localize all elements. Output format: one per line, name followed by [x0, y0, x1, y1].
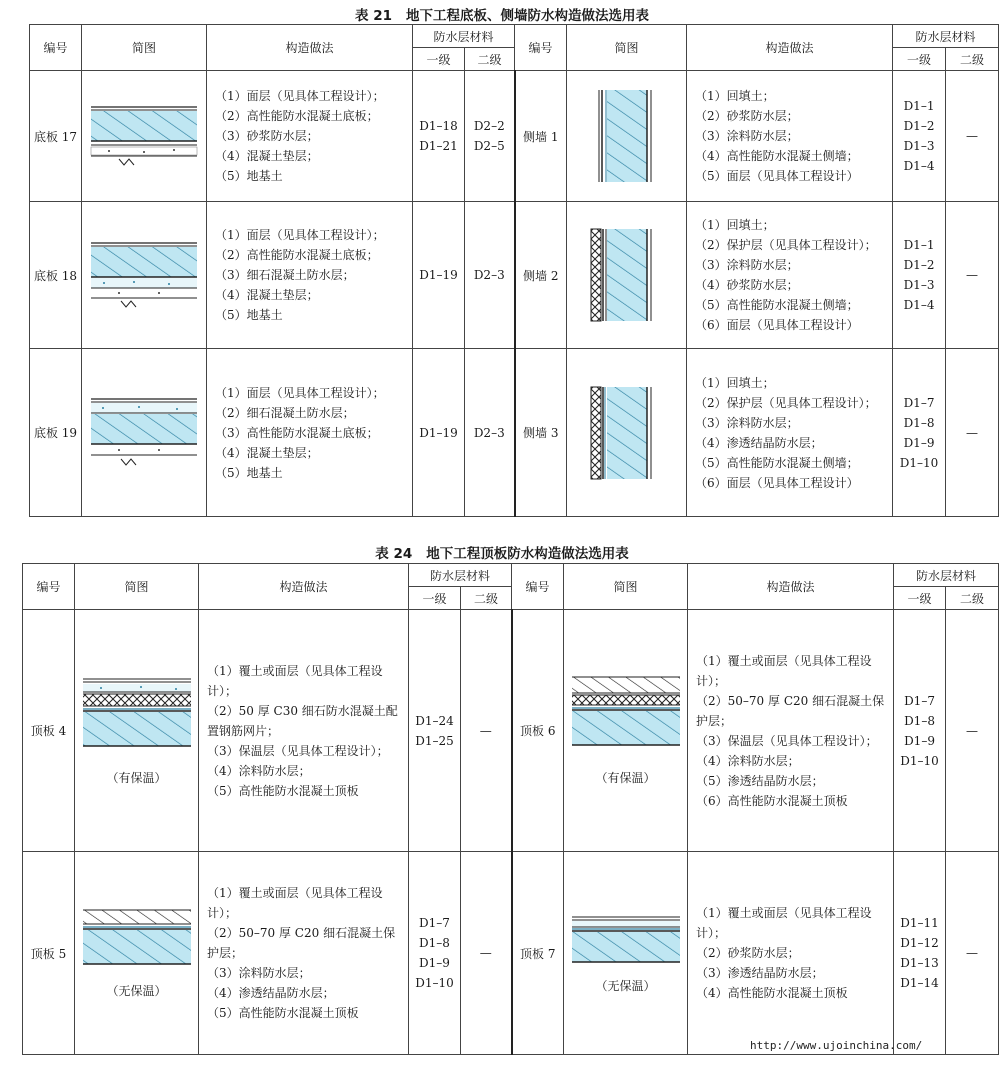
method-list: （1）回填土； （2）保护层（见具体工程设计）； （3）涂料防水层； （4）渗透结晶防水层； （5）高性能防水混凝土侧墙； （6）面层（见具体工程设计）	[687, 349, 893, 517]
header-level2: 二级	[465, 48, 515, 71]
row-id: 顶板 4	[23, 610, 75, 852]
figure-floor-slab	[82, 71, 207, 202]
method-list: （1）覆土或面层（见具体工程设计）； （2）50 厚 C30 细石防水混凝土配置钢筋网片； （3）保温层（见具体工程设计）； （4）涂料防水层； （5）高性能防水混凝土顶板	[199, 610, 409, 852]
header-figure: 简图	[75, 564, 199, 610]
table-row	[30, 202, 999, 349]
row-id: 侧墙 3	[515, 349, 567, 517]
method-list: （1）覆土或面层（见具体工程设计）； （2）50–70 厚 C20 细石混凝土保护层； （3）涂料防水层； （4）渗透结晶防水层； （5）高性能防水混凝土顶板	[199, 852, 409, 1055]
figure-side-wall	[567, 71, 687, 202]
side-wall-diagram	[587, 227, 667, 323]
row-id: 侧墙 2	[515, 202, 567, 349]
level1-materials: D1–7 D1–8 D1–9 D1–10	[409, 852, 461, 1055]
level2-materials: —	[946, 852, 999, 1055]
figure-caption: （无保温）	[595, 978, 656, 993]
table-row	[30, 71, 999, 202]
header-method: 构造做法	[688, 564, 894, 610]
method-list: （1）面层（见具体工程设计）； （2）高性能防水混凝土底板； （3）砂浆防水层； （4）混凝土垫层； （5）地基土	[207, 71, 413, 202]
figure-caption: （有保温）	[106, 771, 167, 785]
header-material: 防水层材料	[894, 564, 999, 587]
header-method: 构造做法	[199, 564, 409, 610]
side-wall-diagram	[587, 385, 667, 481]
header-level1: 一级	[893, 48, 946, 71]
level1-materials: D1–19	[413, 202, 465, 349]
row-id: 底板 19	[30, 349, 82, 517]
roof-slab-diagram	[81, 675, 193, 761]
level1-materials: D1–24 D1–25	[409, 610, 461, 852]
figure-roof-slab	[75, 852, 199, 1055]
level2-materials: —	[946, 610, 999, 852]
figure-side-wall	[567, 349, 687, 517]
method-list: （1）回填土； （2）保护层（见具体工程设计）； （3）涂料防水层； （4）砂浆防水层； （5）高性能防水混凝土侧墙； （6）面层（见具体工程设计）	[687, 202, 893, 349]
level1-materials: D1–7 D1–8 D1–9 D1–10	[893, 349, 946, 517]
watermark-url: http://www.ujoinchina.com/	[750, 1039, 923, 1052]
header-level2: 二级	[461, 587, 512, 610]
row-id: 底板 17	[30, 71, 82, 202]
roof-slab-diagram	[570, 675, 682, 761]
row-id: 顶板 6	[512, 610, 564, 852]
level1-materials: D1–7 D1–8 D1–9 D1–10	[894, 610, 946, 852]
header-figure: 简图	[82, 25, 207, 71]
level1-materials: D1–11 D1–12 D1–13 D1–14	[894, 852, 946, 1055]
header-material: 防水层材料	[413, 25, 515, 48]
header-id: 编号	[512, 564, 564, 610]
level2-materials: —	[461, 852, 512, 1055]
figure-roof-slab	[564, 852, 688, 1055]
row-id: 侧墙 1	[515, 71, 567, 202]
level2-materials: D2–3	[465, 349, 515, 517]
level1-materials: D1–1 D1–2 D1–3 D1–4	[893, 71, 946, 202]
method-list: （1）覆土或面层（见具体工程设计）； （2）50–70 厚 C20 细石混凝土保护层； （3）保温层（见具体工程设计）； （4）涂料防水层； （5）渗透结晶防水层； （6）高性能防水混凝土顶板	[688, 610, 894, 852]
roof-slab-diagram	[81, 908, 193, 974]
table-row	[30, 349, 999, 517]
row-id: 底板 18	[30, 202, 82, 349]
method-list: （1）面层（见具体工程设计）； （2）细石混凝土防水层； （3）高性能防水混凝土底板； （4）混凝土垫层； （5）地基土	[207, 349, 413, 517]
header-figure: 简图	[564, 564, 688, 610]
header-level1: 一级	[413, 48, 465, 71]
header-id: 编号	[515, 25, 567, 71]
table24	[22, 563, 999, 1055]
level2-materials: —	[461, 610, 512, 852]
table21-title: 表 21 地下工程底板、侧墙防水构造做法选用表	[355, 8, 649, 24]
figure-roof-slab	[564, 610, 688, 852]
header-level2: 二级	[946, 48, 999, 71]
row-id: 顶板 7	[512, 852, 564, 1055]
header-figure: 简图	[567, 25, 687, 71]
figure-roof-slab	[75, 610, 199, 852]
header-method: 构造做法	[207, 25, 413, 71]
level1-materials: D1–1 D1–2 D1–3 D1–4	[893, 202, 946, 349]
figure-floor-slab	[82, 349, 207, 517]
figure-side-wall	[567, 202, 687, 349]
header-level1: 一级	[409, 587, 461, 610]
floor-slab-diagram	[89, 393, 199, 473]
figure-floor-slab	[82, 202, 207, 349]
figure-caption: （有保温）	[595, 771, 656, 785]
header-material: 防水层材料	[409, 564, 512, 587]
level2-materials: —	[946, 349, 999, 517]
level1-materials: D1–19	[413, 349, 465, 517]
table-row	[23, 610, 999, 852]
roof-slab-diagram	[570, 913, 682, 969]
table24-title: 表 24 地下工程顶板防水构造做法选用表	[375, 546, 629, 562]
header-id: 编号	[23, 564, 75, 610]
figure-caption: （无保温）	[106, 983, 167, 998]
method-list: （1）覆土或面层（见具体工程设计）； （2）砂浆防水层； （3）渗透结晶防水层； （4）高性能防水混凝土顶板	[688, 852, 894, 1055]
level2-materials: D2–3	[465, 202, 515, 349]
header-material: 防水层材料	[893, 25, 999, 48]
row-id: 顶板 5	[23, 852, 75, 1055]
method-list: （1）面层（见具体工程设计）； （2）高性能防水混凝土底板； （3）细石混凝土防水层； （4）混凝土垫层； （5）地基土	[207, 202, 413, 349]
header-method: 构造做法	[687, 25, 893, 71]
header-id: 编号	[30, 25, 82, 71]
level2-materials: —	[946, 202, 999, 349]
floor-slab-diagram	[89, 237, 199, 313]
level1-materials: D1–18 D1–21	[413, 71, 465, 202]
header-level2: 二级	[946, 587, 999, 610]
header-level1: 一级	[894, 587, 946, 610]
table21	[29, 24, 999, 517]
level2-materials: —	[946, 71, 999, 202]
table-row	[23, 852, 999, 1055]
method-list: （1）回填土； （2）砂浆防水层； （3）涂料防水层； （4）高性能防水混凝土侧墙； （5）面层（见具体工程设计）	[687, 71, 893, 202]
level2-materials: D2–2 D2–5	[465, 71, 515, 202]
side-wall-diagram	[587, 88, 667, 184]
floor-slab-diagram	[89, 101, 199, 171]
